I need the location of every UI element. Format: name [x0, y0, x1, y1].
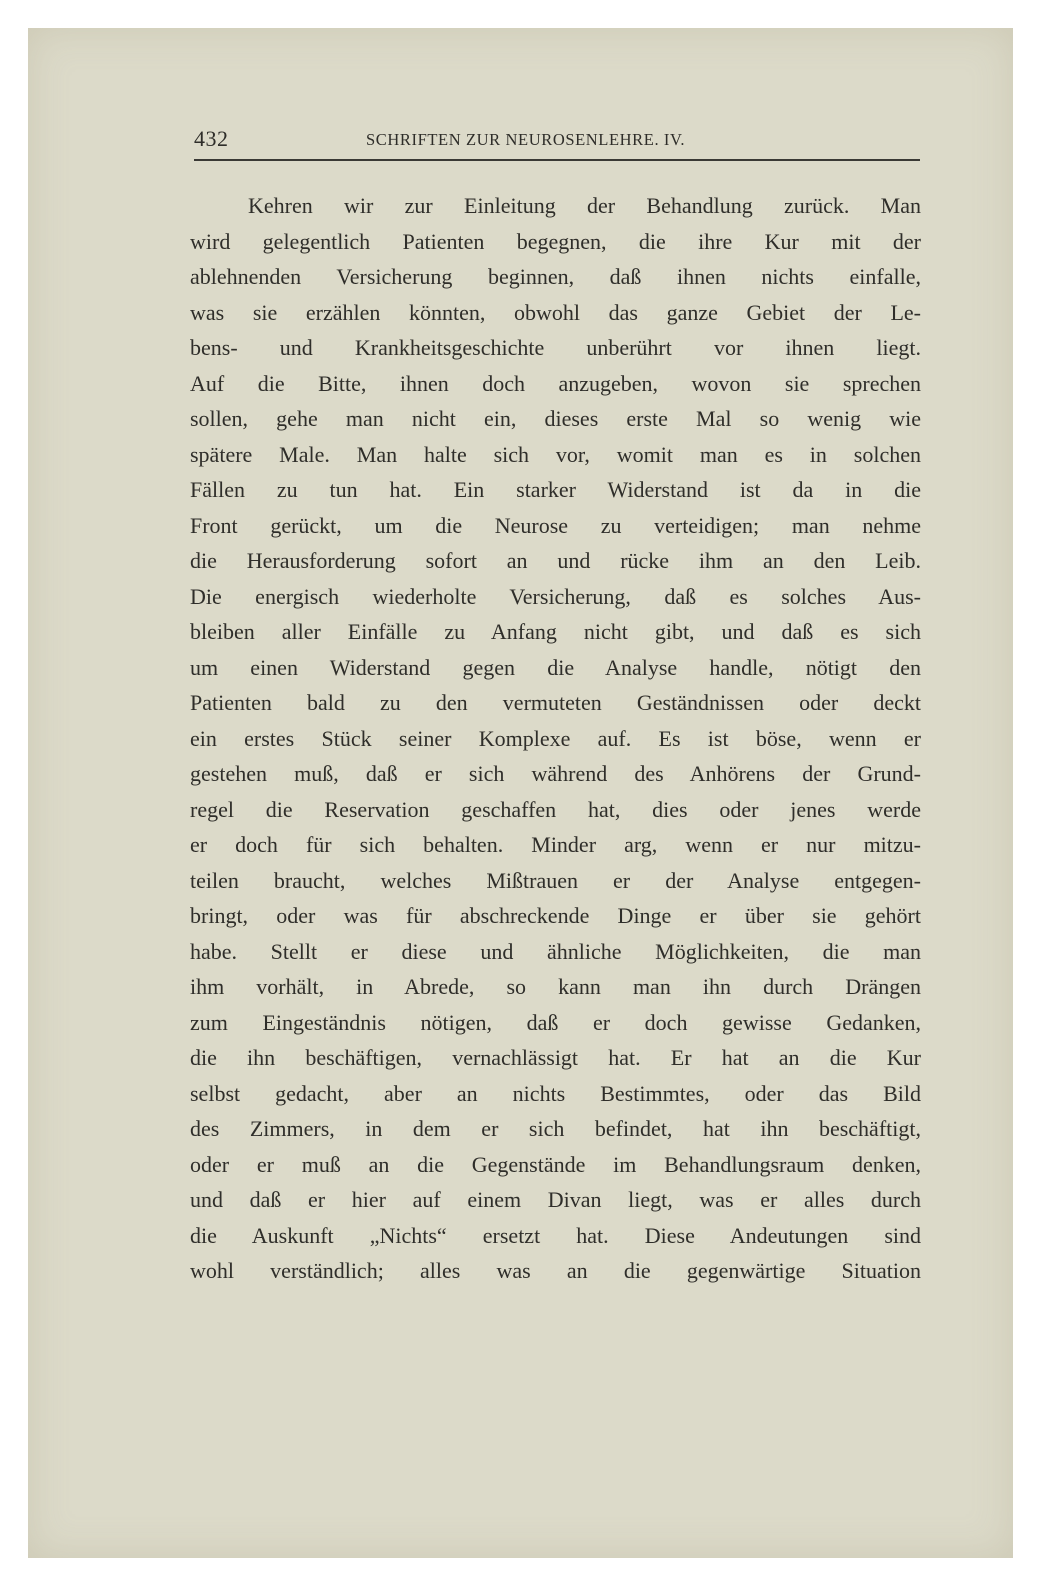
text-line: die Herausforderung sofort an und rücke ihm an den Leib. — [190, 548, 921, 573]
body-paragraph — [190, 188, 921, 1289]
running-head — [194, 126, 920, 156]
text-line: wird gelegentlich Patienten begegnen, die ihre Kur mit der — [190, 228, 921, 254]
text-line: habe. Stellt er diese und ähnliche Möglichkeiten, die man — [190, 938, 921, 964]
text-line: Front gerückt, um die Neurose zu verteidigen; man nehme — [190, 512, 921, 538]
running-title: SCHRIFTEN ZUR NEUROSENLEHRE. IV. — [366, 130, 686, 149]
text-line: ihm vorhält, in Abrede, so kann man ihn durch Drängen — [190, 974, 921, 999]
text-line: um einen Widerstand gegen die Analyse handle, nötigt den — [190, 654, 921, 680]
text-line: gestehen muß, daß er sich während des Anhörens der Grund- — [190, 761, 921, 786]
text-line: bringt, oder was für abschreckende Dinge er über sie gehört — [190, 903, 921, 928]
text-line: die ihn beschäftigen, vernachlässigt hat. Er hat an die Kur — [190, 1045, 921, 1070]
text-line: Fällen zu tun hat. Ein starker Widerstand ist da in die — [190, 477, 921, 502]
text-line: teilen braucht, welches Mißtrauen er der Analyse entgegen- — [190, 867, 921, 893]
text-line: ablehnenden Versicherung beginnen, daß ihnen nichts einfalle, — [190, 264, 921, 289]
text-line: des Zimmers, in dem er sich befindet, hat ihn beschäftigt, — [190, 1116, 921, 1141]
text-line: ein erstes Stück seiner Komplexe auf. Es ist böse, wenn er — [190, 725, 921, 751]
text-line: zum Eingeständnis nötigen, daß er doch gewisse Gedanken, — [190, 1009, 921, 1035]
text-line: Die energisch wiederholte Versicherung, daß es solches Aus- — [190, 583, 921, 609]
text-line: Patienten bald zu den vermuteten Geständnissen oder deckt — [190, 690, 921, 715]
text-line: spätere Male. Man halte sich vor, womit man es in solchen — [190, 441, 921, 467]
text-line: bleiben aller Einfälle zu Anfang nicht gibt, und daß es sich — [190, 619, 921, 644]
text-line: regel die Reservation geschaffen hat, dies oder jenes werde — [190, 796, 921, 822]
text-line: sollen, gehe man nicht ein, dieses erste Mal so wenig wie — [190, 406, 921, 431]
text-line: Kehren wir zur Einleitung der Behandlung zurück. Man — [248, 193, 921, 218]
text-line: die Auskunft „Nichts“ ersetzt hat. Diese Andeutungen sind — [190, 1222, 921, 1248]
text-line: bens- und Krankheitsgeschichte unberührt vor ihnen liegt. — [190, 335, 921, 360]
text-line: oder er muß an die Gegenstände im Behandlungsraum denken, — [190, 1151, 921, 1177]
text-line: und daß er hier auf einem Divan liegt, was er alles durch — [190, 1187, 921, 1212]
text-line: Auf die Bitte, ihnen doch anzugeben, wovon sie sprechen — [190, 370, 921, 396]
header-rule — [194, 159, 920, 161]
text-line: wohl verständlich; alles was an die gegenwärtige Situation — [190, 1258, 921, 1283]
text-line: er doch für sich behalten. Minder arg, wenn er nur mitzu- — [190, 832, 921, 857]
page-number: 432 — [194, 126, 229, 151]
text-line: was sie erzählen könnten, obwohl das ganze Gebiet der Le- — [190, 299, 921, 325]
text-line: selbst gedacht, aber an nichts Bestimmtes, oder das Bild — [190, 1080, 921, 1106]
